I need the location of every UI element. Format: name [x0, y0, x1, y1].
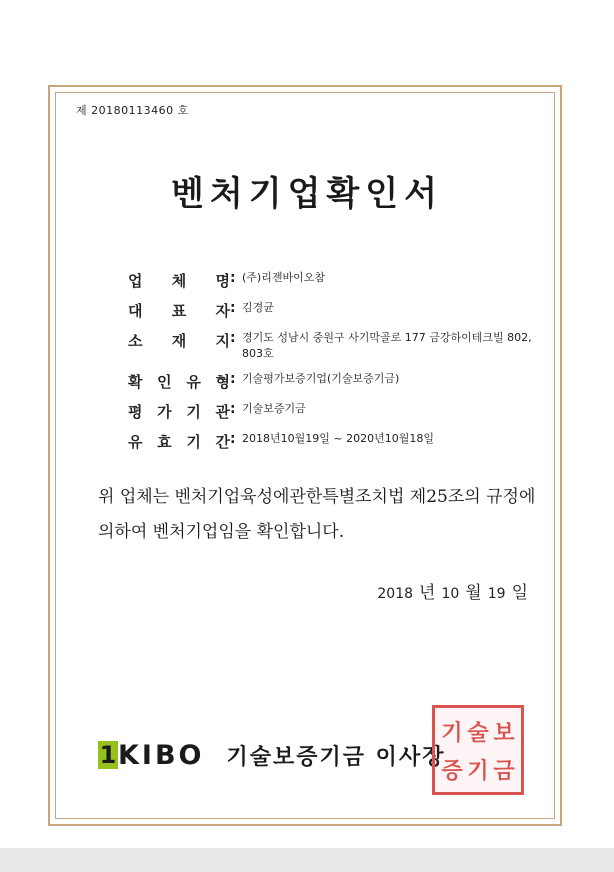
- certificate-fields: [128, 270, 548, 461]
- scan-edge: [0, 848, 614, 872]
- issue-day-unit: 일: [511, 583, 528, 603]
- seal-glyph: 보: [493, 719, 515, 746]
- field-value: 기술평가보증기업(기술보증기금): [242, 372, 400, 385]
- field-colon: :: [230, 270, 236, 286]
- certificate-title: 벤처기업확인서: [171, 174, 443, 214]
- issue-year-unit: 년: [419, 583, 436, 603]
- issuer-signature: 기술보증기금 이사장: [226, 744, 446, 770]
- field-label: 평 가 기 관: [128, 403, 230, 421]
- issuer-block: [98, 739, 445, 771]
- kibo-logo: [98, 739, 205, 771]
- field-label: 확 인 유 형: [128, 373, 230, 391]
- field-colon: :: [230, 300, 236, 316]
- issue-month: 10: [441, 586, 460, 602]
- field-row: [128, 401, 548, 422]
- field-colon: :: [230, 330, 236, 346]
- field-colon: :: [230, 431, 236, 447]
- seal-glyph: 증: [441, 757, 463, 784]
- field-colon: :: [230, 371, 236, 387]
- kibo-logo-mark: 1: [99, 741, 117, 769]
- field-row: [128, 431, 548, 452]
- field-colon: :: [230, 401, 236, 417]
- field-label: 업 체 명: [128, 272, 230, 290]
- field-value: 기술보증기금: [242, 402, 306, 415]
- field-value: (주)리젠바이오참: [242, 271, 325, 284]
- field-row: [128, 371, 548, 392]
- issue-date: [377, 578, 528, 603]
- seal-glyph: 기: [467, 757, 489, 784]
- issue-year: 2018: [377, 586, 414, 602]
- declaration-text: 위 업체는 벤처기업육성에관한특별조치법 제25조의 규정에 의하여 벤처기업임을 확인합니다.: [98, 487, 536, 542]
- issue-month-unit: 월: [465, 583, 482, 603]
- official-seal-stamp: [432, 705, 524, 795]
- field-row: [128, 330, 548, 362]
- seal-glyph: 기: [441, 719, 463, 746]
- field-label: 유 효 기 간: [128, 433, 230, 451]
- field-row: [128, 300, 548, 321]
- seal-glyph: 술: [467, 719, 489, 746]
- issue-day: 19: [487, 586, 506, 602]
- kibo-logo-text: KIBO: [118, 739, 205, 771]
- field-value: 2018년10월19일 ~ 2020년10월18일: [242, 432, 434, 445]
- field-value: 경기도 성남시 중원구 사기막골로 177 금강하이테크빌 802, 803호: [242, 331, 532, 360]
- certificate-number: 제 20180113460 호: [76, 104, 189, 117]
- field-row: [128, 270, 548, 291]
- field-label: 대 표 자: [128, 302, 230, 320]
- seal-glyph: 금: [493, 757, 515, 784]
- field-label: 소 재 지: [128, 332, 230, 350]
- field-value: 김경균: [242, 301, 274, 314]
